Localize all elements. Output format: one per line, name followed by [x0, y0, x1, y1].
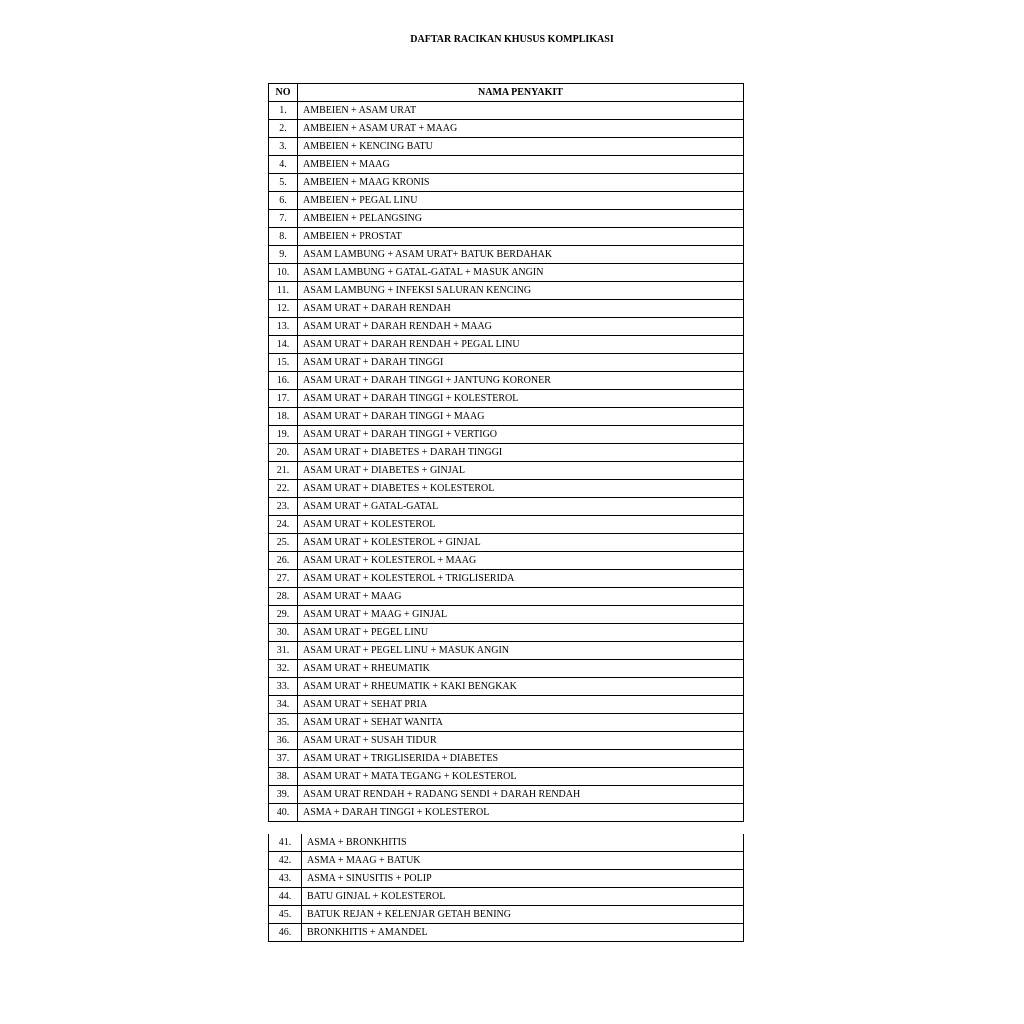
disease-name: ASAM URAT + DARAH TINGGI + KOLESTEROL	[298, 390, 744, 408]
table-row	[269, 660, 744, 678]
disease-name: ASAM URAT + DARAH RENDAH	[298, 300, 744, 318]
row-number: 9.	[269, 246, 298, 264]
disease-name: AMBEIEN + MAAG KRONIS	[298, 174, 744, 192]
row-number: 25.	[269, 534, 298, 552]
disease-name: ASAM URAT RENDAH + RADANG SENDI + DARAH RENDAH	[298, 786, 744, 804]
row-number: 19.	[269, 426, 298, 444]
row-number: 31.	[269, 642, 298, 660]
table-row	[269, 336, 744, 354]
disease-name: AMBEIEN + PELANGSING	[298, 210, 744, 228]
row-number: 43.	[269, 870, 302, 888]
disease-name: ASAM URAT + MAAG	[298, 588, 744, 606]
table-row	[269, 570, 744, 588]
document-title: DAFTAR RACIKAN KHUSUS KOMPLIKASI	[410, 34, 614, 45]
disease-name: ASAM URAT + MATA TEGANG + KOLESTEROL	[298, 768, 744, 786]
disease-name: ASMA + BRONKHITIS	[302, 834, 744, 852]
disease-table-part-1	[268, 83, 744, 822]
disease-name: BATU GINJAL + KOLESTEROL	[302, 888, 744, 906]
table-row	[269, 678, 744, 696]
row-number: 21.	[269, 462, 298, 480]
row-number: 44.	[269, 888, 302, 906]
disease-name: ASAM URAT + DARAH TINGGI	[298, 354, 744, 372]
disease-table-part-2	[268, 834, 744, 942]
table-row	[269, 906, 744, 924]
table-row	[269, 696, 744, 714]
table-row	[269, 354, 744, 372]
disease-name: ASAM URAT + MAAG + GINJAL	[298, 606, 744, 624]
table-row	[269, 264, 744, 282]
disease-name: ASAM URAT + GATAL-GATAL	[298, 498, 744, 516]
table-row	[269, 246, 744, 264]
row-number: 10.	[269, 264, 298, 282]
disease-name: ASAM URAT + KOLESTEROL + TRIGLISERIDA	[298, 570, 744, 588]
disease-name: AMBEIEN + PROSTAT	[298, 228, 744, 246]
row-number: 3.	[269, 138, 298, 156]
row-number: 16.	[269, 372, 298, 390]
row-number: 7.	[269, 210, 298, 228]
row-number: 32.	[269, 660, 298, 678]
disease-name: AMBEIEN + PEGAL LINU	[298, 192, 744, 210]
disease-name: ASAM URAT + DARAH RENDAH + PEGAL LINU	[298, 336, 744, 354]
disease-name: AMBEIEN + KENCING BATU	[298, 138, 744, 156]
row-number: 23.	[269, 498, 298, 516]
table-row	[269, 120, 744, 138]
disease-name: ASAM URAT + SEHAT WANITA	[298, 714, 744, 732]
table-row	[269, 156, 744, 174]
row-number: 37.	[269, 750, 298, 768]
row-number: 28.	[269, 588, 298, 606]
row-number: 39.	[269, 786, 298, 804]
table-row	[269, 804, 744, 822]
row-number: 20.	[269, 444, 298, 462]
row-number: 6.	[269, 192, 298, 210]
table-row	[269, 102, 744, 120]
row-number: 33.	[269, 678, 298, 696]
header-name: NAMA PENYAKIT	[298, 84, 744, 102]
disease-name: ASMA + SINUSITIS + POLIP	[302, 870, 744, 888]
row-number: 4.	[269, 156, 298, 174]
disease-name: ASAM URAT + DIABETES + GINJAL	[298, 462, 744, 480]
table-row	[269, 588, 744, 606]
disease-name: AMBEIEN + MAAG	[298, 156, 744, 174]
disease-name: ASAM URAT + DARAH TINGGI + JANTUNG KORONER	[298, 372, 744, 390]
row-number: 26.	[269, 552, 298, 570]
table-row	[269, 408, 744, 426]
table-row	[269, 768, 744, 786]
disease-name: ASAM URAT + PEGEL LINU	[298, 624, 744, 642]
disease-name: ASAM URAT + PEGEL LINU + MASUK ANGIN	[298, 642, 744, 660]
table-row	[269, 174, 744, 192]
row-number: 24.	[269, 516, 298, 534]
table-header-row	[269, 84, 744, 102]
row-number: 1.	[269, 102, 298, 120]
disease-name: ASAM URAT + DIABETES + DARAH TINGGI	[298, 444, 744, 462]
disease-name: ASMA + MAAG + BATUK	[302, 852, 744, 870]
disease-name: ASAM URAT + DARAH RENDAH + MAAG	[298, 318, 744, 336]
table-row	[269, 228, 744, 246]
row-number: 34.	[269, 696, 298, 714]
row-number: 17.	[269, 390, 298, 408]
row-number: 36.	[269, 732, 298, 750]
disease-name: ASAM URAT + SEHAT PRIA	[298, 696, 744, 714]
table-row	[269, 462, 744, 480]
disease-name: BRONKHITIS + AMANDEL	[302, 924, 744, 942]
disease-name: ASAM URAT + KOLESTEROL	[298, 516, 744, 534]
table-row	[269, 924, 744, 942]
row-number: 35.	[269, 714, 298, 732]
table-row	[269, 318, 744, 336]
row-number: 5.	[269, 174, 298, 192]
disease-name: AMBEIEN + ASAM URAT	[298, 102, 744, 120]
table-row	[269, 606, 744, 624]
row-number: 40.	[269, 804, 298, 822]
disease-name: AMBEIEN + ASAM URAT + MAAG	[298, 120, 744, 138]
disease-name: ASAM URAT + DARAH TINGGI + MAAG	[298, 408, 744, 426]
table-row	[269, 192, 744, 210]
disease-name: ASAM LAMBUNG + INFEKSI SALURAN KENCING	[298, 282, 744, 300]
disease-name: ASAM URAT + DARAH TINGGI + VERTIGO	[298, 426, 744, 444]
table-row	[269, 372, 744, 390]
row-number: 27.	[269, 570, 298, 588]
table-row	[269, 282, 744, 300]
row-number: 46.	[269, 924, 302, 942]
table-row	[269, 642, 744, 660]
table-row	[269, 444, 744, 462]
disease-name: ASAM URAT + DIABETES + KOLESTEROL	[298, 480, 744, 498]
table-row	[269, 210, 744, 228]
row-number: 30.	[269, 624, 298, 642]
table-row	[269, 714, 744, 732]
table-row	[269, 480, 744, 498]
disease-name: ASAM LAMBUNG + GATAL-GATAL + MASUK ANGIN	[298, 264, 744, 282]
row-number: 13.	[269, 318, 298, 336]
row-number: 8.	[269, 228, 298, 246]
table-row	[269, 534, 744, 552]
row-number: 11.	[269, 282, 298, 300]
table-row	[269, 138, 744, 156]
row-number: 45.	[269, 906, 302, 924]
table-row	[269, 852, 744, 870]
table-row	[269, 552, 744, 570]
row-number: 42.	[269, 852, 302, 870]
disease-name: ASAM LAMBUNG + ASAM URAT+ BATUK BERDAHAK	[298, 246, 744, 264]
table-row	[269, 870, 744, 888]
row-number: 41.	[269, 834, 302, 852]
header-no: NO	[269, 84, 298, 102]
row-number: 14.	[269, 336, 298, 354]
table-row	[269, 498, 744, 516]
disease-name: BATUK REJAN + KELENJAR GETAH BENING	[302, 906, 744, 924]
disease-name: ASAM URAT + RHEUMATIK + KAKI BENGKAK	[298, 678, 744, 696]
table-row	[269, 732, 744, 750]
table-row	[269, 786, 744, 804]
disease-name: ASAM URAT + SUSAH TIDUR	[298, 732, 744, 750]
table-row	[269, 834, 744, 852]
row-number: 2.	[269, 120, 298, 138]
disease-name: ASMA + DARAH TINGGI + KOLESTEROL	[298, 804, 744, 822]
table-row	[269, 516, 744, 534]
row-number: 22.	[269, 480, 298, 498]
table-row	[269, 426, 744, 444]
row-number: 15.	[269, 354, 298, 372]
table-row	[269, 624, 744, 642]
row-number: 18.	[269, 408, 298, 426]
disease-name: ASAM URAT + TRIGLISERIDA + DIABETES	[298, 750, 744, 768]
disease-name: ASAM URAT + KOLESTEROL + MAAG	[298, 552, 744, 570]
row-number: 29.	[269, 606, 298, 624]
table-row	[269, 300, 744, 318]
disease-name: ASAM URAT + KOLESTEROL + GINJAL	[298, 534, 744, 552]
row-number: 38.	[269, 768, 298, 786]
table-row	[269, 888, 744, 906]
row-number: 12.	[269, 300, 298, 318]
disease-name: ASAM URAT + RHEUMATIK	[298, 660, 744, 678]
table-row	[269, 390, 744, 408]
table-row	[269, 750, 744, 768]
